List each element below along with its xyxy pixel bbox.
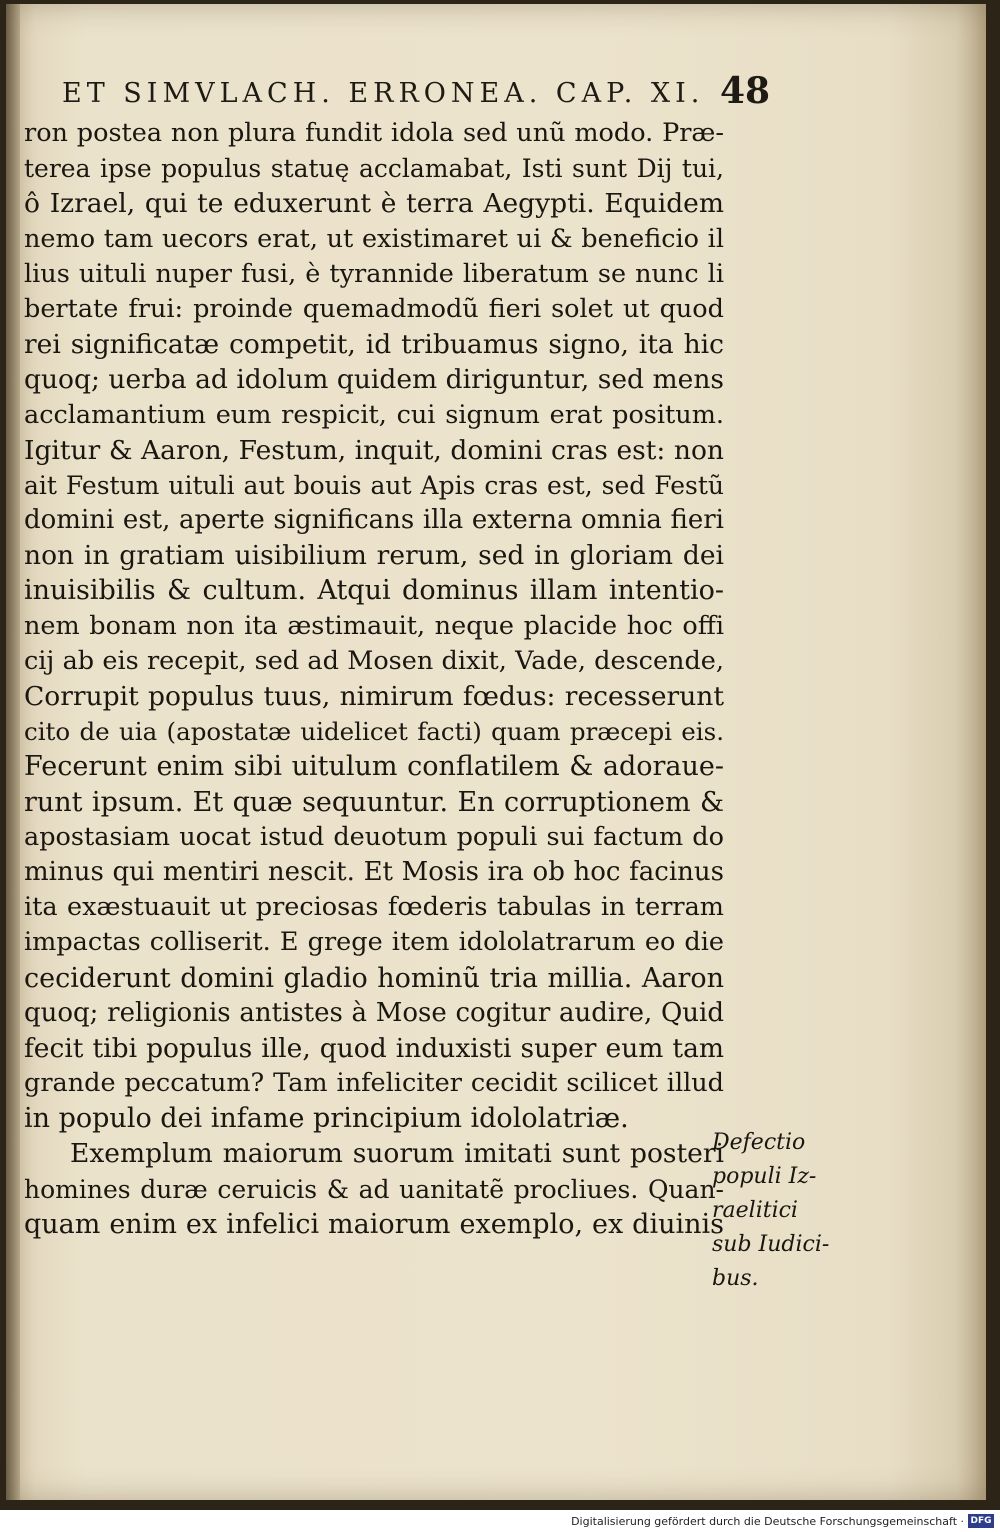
text-line: rei significatæ competit, id tribuamus signo, ita hic [24, 329, 724, 361]
text-line: in populo dei infame principium idololatriæ. [24, 1103, 629, 1135]
text-line: bertate frui: proinde quemadmodũ fieri solet ut quod [24, 293, 724, 324]
text-line: quam enim ex infelici maiorum exemplo, ex diuinis [24, 1208, 724, 1240]
marginal-note-line: bus. [712, 1266, 759, 1291]
text-line: ita exæstuauit ut preciosas fœderis tabulas in terram [24, 892, 724, 923]
text-line: apostasiam uocat istud deuotum populi sui factum do [24, 821, 724, 852]
text-line: nemo tam uecors erat, ut existimaret ui & beneficio il [24, 223, 724, 254]
text-line: ô Izrael, qui te eduxerunt è terra Aegypti. Equidem [24, 188, 724, 220]
running-head [6, 70, 986, 120]
text-line: ron postea non plura fundit idola sed unũ modo. Præ- [24, 118, 724, 148]
text-line: ait Festum uituli aut bouis aut Apis cras est, sed Festũ [24, 470, 724, 500]
text-line: domini est, aperte significans illa externa omnia fieri [24, 505, 724, 536]
marginal-note-line: raelitici [712, 1198, 798, 1223]
binding-gutter [6, 4, 20, 1500]
text-line: quoq; uerba ad idolum quidem diriguntur, sed mens [24, 364, 724, 396]
text-line: grande peccatum? Tam infeliciter cecidit scilicet illud [24, 1068, 724, 1099]
text-line: Fecerunt enim sibi uitulum conflatilem & adoraue- [24, 751, 724, 783]
text-line: Igitur & Aaron, Festum, inquit, domini cras est: non [24, 434, 724, 466]
text-line: homines duræ ceruicis & ad uanitatẽ procliues. Quan- [24, 1174, 724, 1204]
text-line: cij ab eis recepit, sed ad Mosen dixit, Vade, descende, [24, 645, 724, 676]
marginal-note [712, 1126, 830, 1296]
text-line: nem bonam non ita æstimauit, neque placide hoc offi [24, 610, 724, 641]
text-line: lius uituli nuper fusi, è tyrannide liberatum se nunc li [24, 258, 724, 289]
text-line: non in gratiam uisibilium rerum, sed in gloriam dei [24, 540, 724, 572]
body-text [24, 116, 724, 1242]
running-head-title: ET SIMVLACH. ERRONEA. CAP. XI. [62, 78, 705, 109]
text-line: Exemplum maiorum suorum imitati sunt posteri [70, 1138, 724, 1170]
book-page [6, 4, 986, 1500]
text-line: quoq; religionis antistes à Mose cogitur audire, Quid [24, 997, 724, 1028]
marginal-note-line: populi Iz- [712, 1164, 817, 1189]
page-number: 48 [720, 70, 771, 112]
text-line: runt ipsum. Et quæ sequuntur. En corruptionem & [24, 786, 724, 818]
marginal-note-line: Defectio [712, 1130, 806, 1155]
digitization-footer [0, 1510, 1000, 1532]
text-line: terea ipse populus statuę acclamabat, Isti sunt Dij tui, [24, 154, 724, 184]
marginal-note-line: sub Iudici- [712, 1232, 830, 1257]
text-line: Corrupit populus tuus, nimirum fœdus: recesserunt [24, 681, 724, 712]
text-line: minus qui mentiri nescit. Et Mosis ira ob hoc facinus [24, 856, 724, 887]
funding-credit: Digitalisierung gefördert durch die Deutsche Forschungsgemeinschaft · [571, 1515, 964, 1528]
text-line: cito de uia (apostatæ uidelicet facti) quam præcepi eis. [24, 717, 724, 747]
text-line: impactas colliserit. E grege item idololatrarum eo die [24, 927, 724, 958]
dfg-logo: DFG [968, 1514, 994, 1528]
text-line: inuisibilis & cultum. Atqui dominus illam intentio- [24, 575, 724, 607]
text-line: acclamantium eum respicit, cui signum erat positum. [24, 399, 724, 430]
text-line: ceciderunt domini gladio hominũ tria millia. Aaron [24, 962, 724, 994]
text-line: fecit tibi populus ille, quod induxisti super eum tam [24, 1032, 724, 1064]
